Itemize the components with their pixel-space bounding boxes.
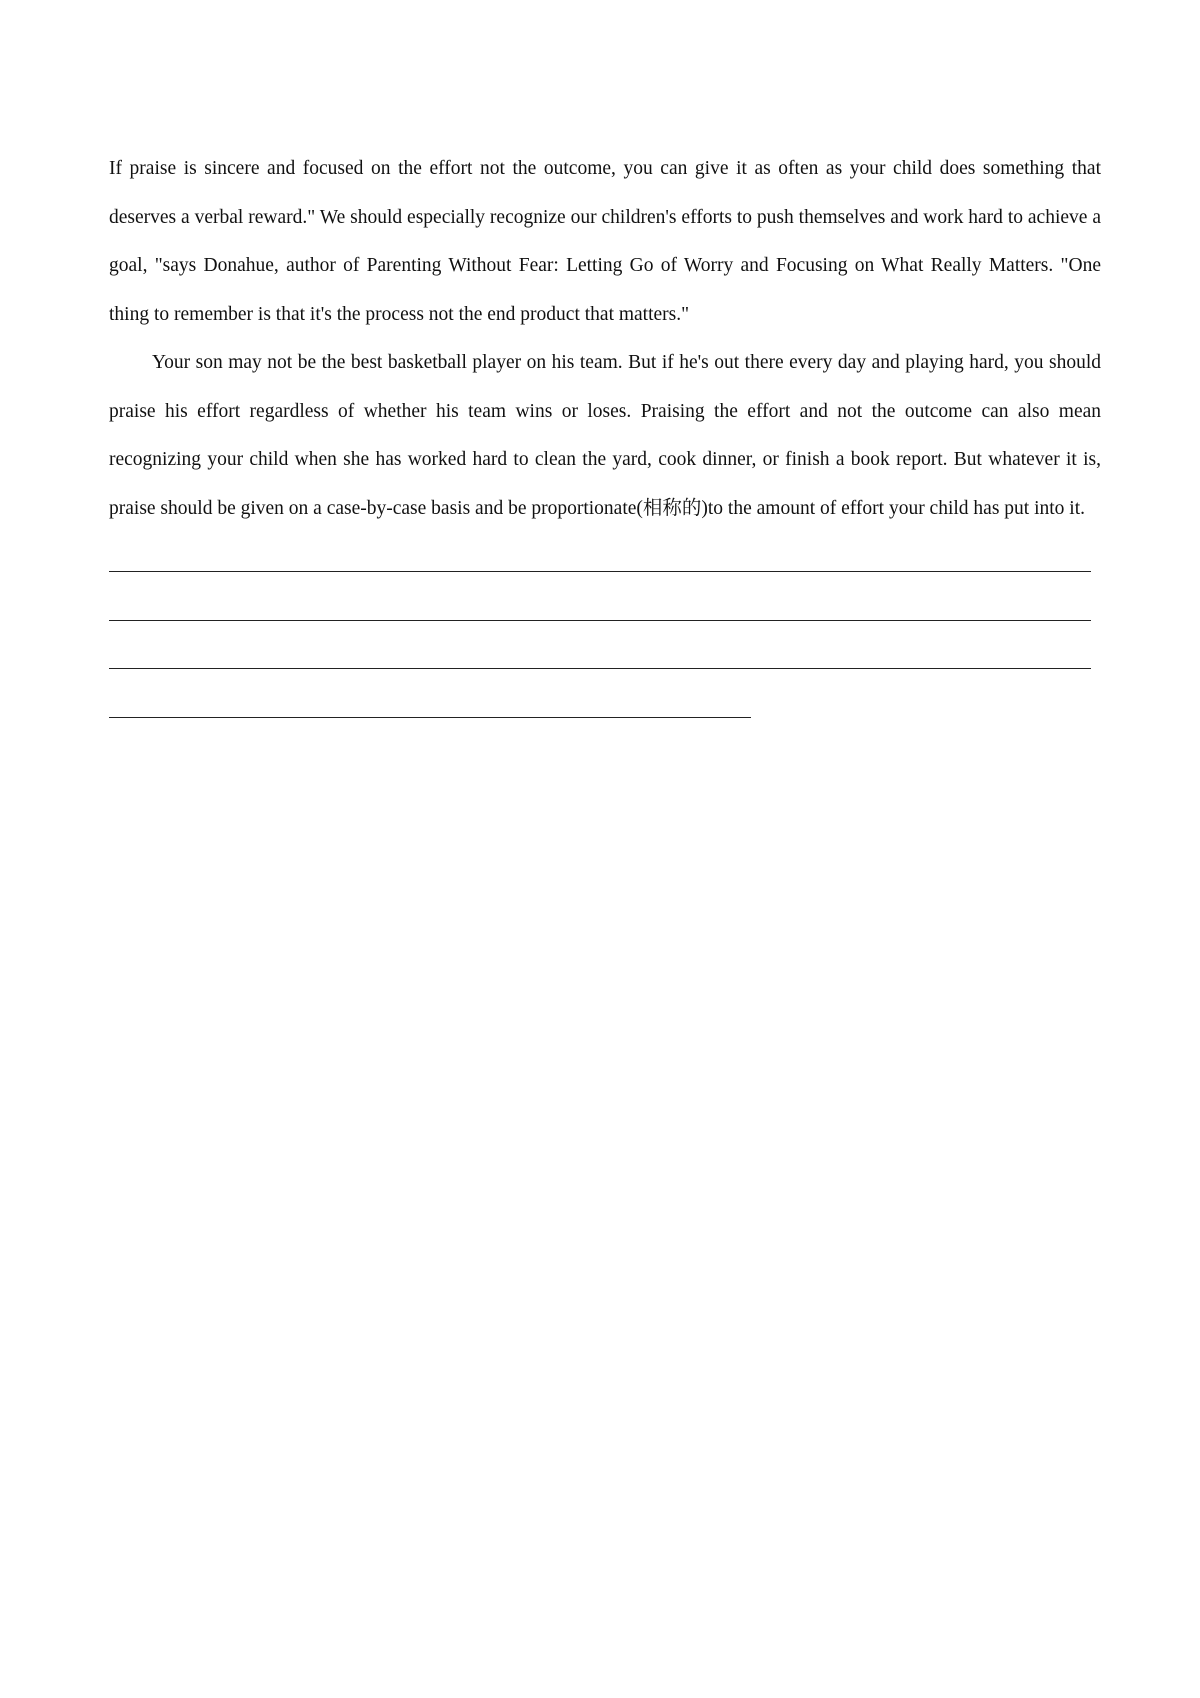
answer-line-rule (109, 571, 1091, 572)
paragraph-1: If praise is sincere and focused on the effort not the outcome, you can give it as often as your child does something that deserves a verbal reward." We should especially recognize our children's efforts to push themselves and work hard to achieve a goal, "says Donahue, author of Parenting Without Fear: Letting Go of Worry and Focusing on What Really Matters. "One thing to remember is that it's the process not the end product that matters." (109, 158, 1101, 325)
answer-line-2[interactable] (109, 582, 1101, 631)
document-body (109, 145, 1101, 727)
answer-line-rule (109, 717, 751, 718)
answer-line-1[interactable] (109, 533, 1101, 582)
answer-line-rule (109, 620, 1091, 621)
answer-line-3[interactable] (109, 630, 1101, 679)
paragraph-2: Your son may not be the best basketball player on his team. But if he's out there every day and playing hard, you should praise his effort regardless of whether his team wins or loses. Praising the effort and not the outcome can also mean recognizing your child when she has worked hard to clean the yard, cook dinner, or finish a book report. But whatever it is, praise should be given on a case-by-case basis and be proportionate(相称的)to the amount of effort your child has put into it. (109, 352, 1101, 519)
answer-line-4[interactable] (109, 679, 1101, 728)
answer-line-rule (109, 668, 1091, 669)
